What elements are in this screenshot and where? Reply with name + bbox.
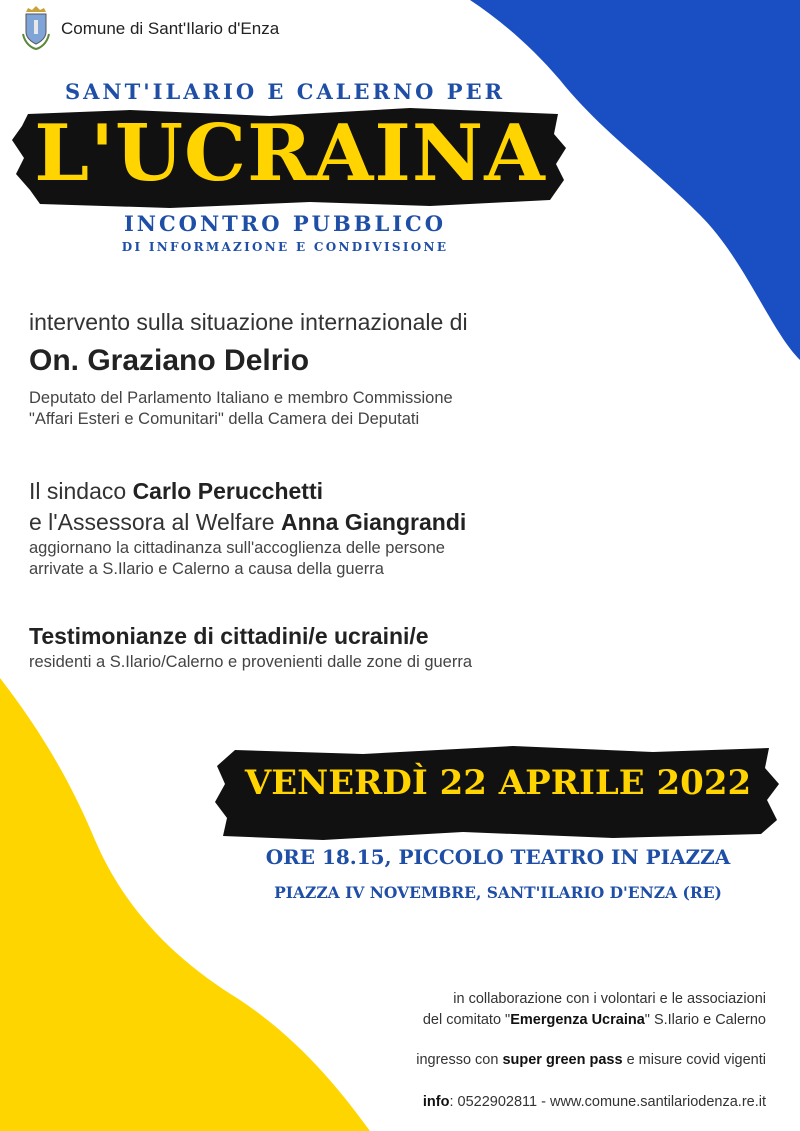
officials-desc-line2: arrivate a S.Ilario e Calerno a causa della guerra	[29, 560, 384, 578]
info-label: info	[422, 1094, 450, 1110]
testimonies-title: Testimonianze di cittadini/e ucraini/e	[29, 623, 429, 649]
title-kicker: SANT'ILARIO E CALERNO PER	[64, 79, 506, 104]
committee-name: Emergenza Ucraina	[510, 1012, 645, 1028]
pass-prefix: ingresso con	[416, 1052, 503, 1068]
subtitle-secondary: DI INFORMAZIONE E CONDIVISIONE	[121, 240, 449, 254]
assessor-name: Anna Giangrandi	[280, 509, 467, 535]
pass-suffix: e misure covid vigenti	[622, 1052, 766, 1068]
event-time-place: ORE 18.15, PICCOLO TEATRO IN PIAZZA	[265, 845, 731, 869]
speaker-name: On. Graziano Delrio	[29, 344, 310, 377]
speaker-desc-line2: "Affari Esteri e Comunitari" della Camera dei Deputati	[29, 410, 420, 428]
municipality-name: Comune di Sant'Ilario d'Enza	[61, 19, 280, 38]
officials-description	[29, 538, 445, 580]
entry-requirements	[416, 1050, 766, 1071]
green-pass: super green pass	[502, 1052, 623, 1068]
collaboration-note	[423, 989, 766, 1031]
event-address: PIAZZA IV NOVEMBRE, SANT'ILARIO D'ENZA (RE)	[274, 883, 722, 902]
speaker-intro: intervento sulla situazione internazionale di	[29, 309, 468, 335]
officials-block	[29, 476, 466, 538]
subtitle: INCONTRO PUBBLICO	[123, 211, 447, 236]
assessor-prefix: e l'Assessora al Welfare	[29, 509, 281, 535]
mayor-prefix: Il sindaco	[29, 478, 133, 504]
municipal-crest-icon	[20, 4, 52, 52]
speaker-desc-line1: Deputato del Parlamento Italiano e membro Commissione	[29, 389, 453, 407]
main-title: L'UCRAINA	[34, 108, 546, 199]
mayor-name: Carlo Perucchetti	[132, 478, 324, 504]
contact-info	[423, 1092, 766, 1113]
collab-line1: in collaborazione con i volontari e le associazioni	[453, 991, 766, 1007]
event-date: VENERDÌ 22 APRILE 2022	[244, 763, 752, 803]
info-text: : 0522902811 - www.comune.santilariodenza.re.it	[449, 1094, 766, 1110]
speaker-description	[29, 388, 453, 430]
mayor-line	[29, 476, 466, 507]
testimonies-description: residenti a S.Ilario/Calerno e provenienti dalle zone di guerra	[29, 653, 473, 671]
collab-line2	[423, 1010, 766, 1031]
collab-prefix: del comitato "	[422, 1012, 511, 1028]
collab-suffix: " S.Ilario e Calerno	[644, 1012, 766, 1028]
officials-desc-line1: aggiornano la cittadinanza sull'accoglienza delle persone	[29, 539, 445, 557]
assessor-line	[29, 507, 466, 538]
